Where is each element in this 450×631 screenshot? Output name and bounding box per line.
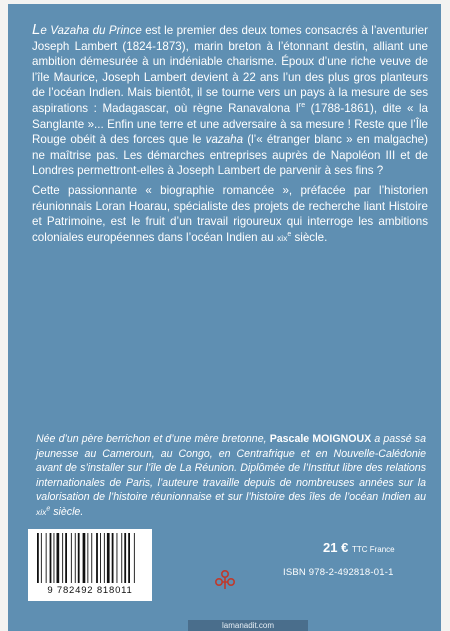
isbn: ISBN 978-2-492818-01-1 (283, 567, 394, 578)
vazaha-term: vazaha (205, 133, 244, 147)
publisher-logo-icon (213, 569, 237, 591)
summary-text: siècle. (291, 230, 328, 244)
author-name: Pascale MOIGNOUX (269, 433, 372, 445)
summary-text: est le premier des deux tomes consacrés à l’aventurier Joseph Lambert (1824-1873), marin breton à l’étonnant destin, alliant une ambition démesurée à un indéniable charisme. Époux d’une riche veuve de l’île Maurice, Joseph Lambert devient à 22 ans l’un des plus gros planteurs de l’océan Indien. Mais bientôt, il se tourne vers un pays à la mesure de ses aspirations : Madagascar, où règne Ranavalona I (32, 24, 428, 115)
century-sup: e (287, 230, 292, 238)
century-sup: e (46, 505, 51, 513)
barcode-bar (124, 533, 126, 583)
book-title-inline: e Vazaha du Prince (40, 24, 142, 37)
barcode-bar (112, 533, 114, 583)
barcode-bar (37, 533, 39, 583)
ordinal-sup: re (298, 102, 306, 110)
barcode-bar (91, 533, 92, 583)
summary-text: (1788-1861), dite « la Sanglante »... Enfin une terre et une adversaire à sa mesure ! Reste que l’Île Rouge obéit à des forces que le (32, 101, 428, 147)
bio-text: a passé sa jeunesse au Cameroun, au Congo, en Centrafrique et en Nouvelle-Calédonie avant de s’installer sur l’île de La Réunion. Diplômée de l’Institut libre des relations internationales de Paris, l’auteure travaille depuis de nombreuses années sur la valorisation de l’histoire réunionnaise et sur l’histoire des îles de l’océan Indien au (36, 433, 426, 504)
barcode-bar (46, 533, 47, 583)
barcode-bar (134, 533, 135, 583)
barcode-bar (96, 533, 98, 583)
barcode-bar (117, 533, 118, 583)
price-amount: 21 € (323, 540, 349, 555)
author-bio (36, 432, 426, 520)
bio-text: siècle. (50, 505, 84, 518)
century-numeral: xix (36, 506, 47, 517)
barcode-bar (62, 533, 63, 583)
barcode-bar (128, 533, 130, 583)
summary-paragraph-2 (32, 183, 428, 246)
price-unit: TTC France (351, 545, 395, 554)
barcode-bar (50, 533, 52, 583)
price (323, 540, 395, 555)
book-summary (32, 22, 428, 246)
barcode-bar (107, 533, 110, 583)
barcode-bar (121, 533, 122, 583)
barcode-bar (41, 533, 42, 583)
back-cover (8, 4, 441, 631)
barcode-bar (57, 533, 60, 583)
bio-text: Née d’un père berrichon et d’une mère bretonne, (36, 433, 270, 445)
barcode-bar (54, 533, 55, 583)
barcode-bar (75, 533, 76, 583)
barcode-bar (83, 533, 86, 583)
barcode-bar (78, 533, 80, 583)
drop-cap: L (32, 21, 41, 38)
barcode-number: 9 782492 818011 (47, 585, 133, 596)
summary-paragraph-1 (32, 22, 428, 179)
barcode-bars (33, 533, 147, 585)
barcode-bar (65, 533, 67, 583)
barcode-bar (87, 533, 88, 583)
century-numeral: xix (276, 232, 288, 243)
barcode-bar (100, 533, 101, 583)
summary-text: Cette passionnante « biographie romancée », préfacée par l’historien réunionnais Loran Hoarau, spécialiste des projets de recherche liant Histoire et Patrimoine, est le fruit d’un travail rigoureux qui interroge les ambitions coloniales européennes dans l’océan Indien au (32, 183, 428, 244)
summary-text: (l’« étranger blanc » en malgache) ne maîtrise pas. Les démarches entreprises auprès de Napoléon III et de Londres permettront-elles à Joseph Lambert de parvenir à ses fins ? (32, 133, 428, 178)
publisher-url: lamanadit.com (188, 620, 308, 631)
barcode-bar (104, 533, 105, 583)
barcode (28, 529, 152, 601)
barcode-bar (71, 533, 72, 583)
